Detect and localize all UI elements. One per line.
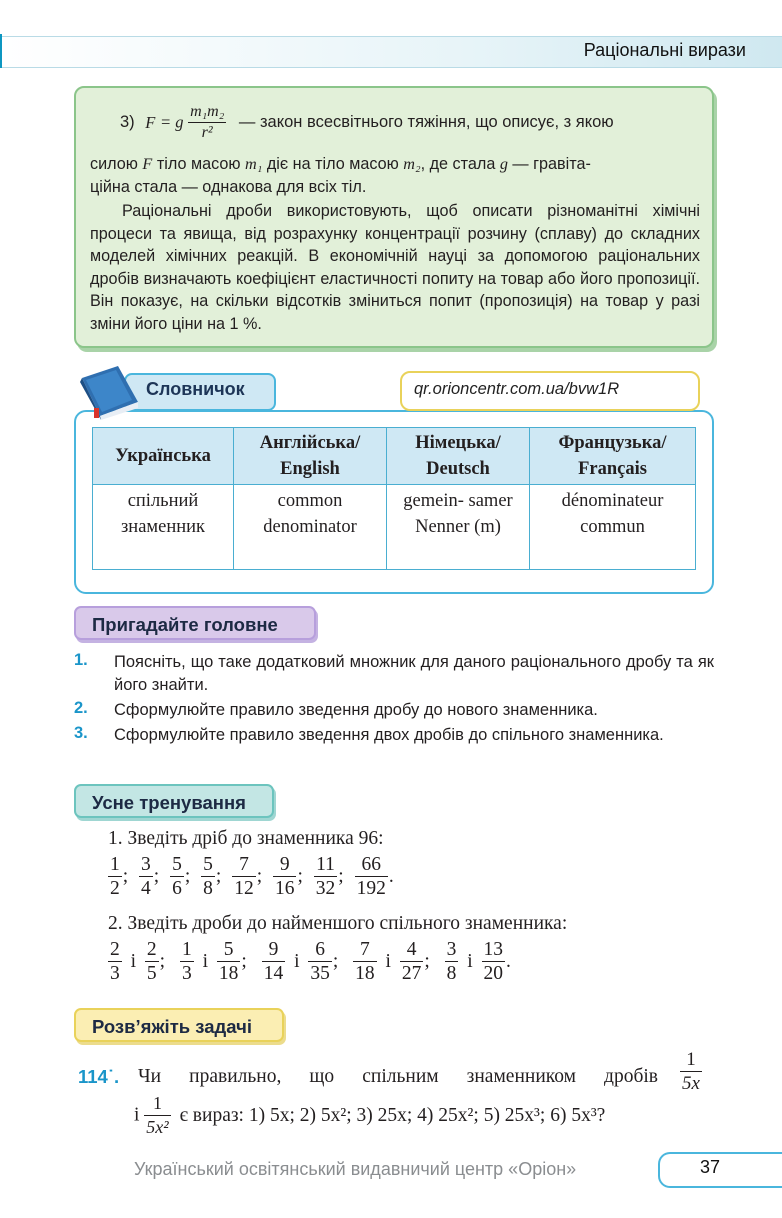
symbol-F: F: [142, 155, 153, 173]
glossary-header-row: [93, 428, 696, 485]
column-header: [234, 428, 387, 485]
conjunction: і: [130, 950, 137, 972]
question-number: 1.: [74, 651, 88, 669]
gravity-fraction: [188, 102, 226, 143]
text-span: силою: [90, 155, 138, 173]
table-row: [93, 485, 696, 570]
glossary-table: [92, 427, 696, 570]
denominator: 12: [234, 878, 254, 899]
denominator: 18: [218, 963, 239, 984]
fraction-numerator: m₁m₂: [188, 102, 226, 123]
conjunction: і: [385, 950, 391, 972]
numerator: 7: [232, 853, 256, 877]
separator: ;: [159, 950, 166, 972]
header-rule: [0, 34, 2, 68]
separator: .: [388, 865, 394, 887]
numerator: 1: [181, 939, 192, 960]
numerator: 9: [273, 853, 297, 877]
formula-line: [120, 102, 614, 143]
numerator: 66: [355, 853, 388, 877]
denominator: 6: [172, 878, 182, 899]
text-span: — гравіта-: [512, 155, 591, 173]
separator: ;: [122, 865, 129, 887]
denominator: 27: [401, 963, 422, 984]
gravity-line-2: [90, 153, 700, 176]
header-text: Німецька/ Deutsch: [415, 433, 501, 479]
cell-text: common denominator: [263, 491, 357, 537]
numerator: 9: [262, 938, 286, 962]
denominator: 20: [483, 963, 504, 984]
denominator: 35: [310, 963, 330, 984]
fraction: [308, 938, 332, 985]
numerator: 1: [110, 854, 120, 875]
separator: ;: [297, 865, 303, 887]
numerator: 2: [146, 939, 157, 960]
text-span: , де стала: [420, 155, 496, 173]
fraction: [139, 853, 153, 900]
rational-fractions-paragraph: Раціональні дроби використовують, щоб описати різноманітні хімічні процеси та явища, від розрахунку концентрації розчину (сплаву) до складних моделей хімічних реакцій. В економічній науці за допомогою раціональних дробів визначають коефіцієнт еластичності попиту на товар або його пропозиції. Він показує, на скільки відсотків зміниться попит (пропозиція) на товар у разі зміни його ціни на 1 %.: [90, 202, 700, 333]
denominator: 32: [315, 878, 336, 899]
denominator: 192: [356, 878, 386, 899]
text-span: тіло масою: [156, 155, 241, 173]
numerator: 13: [483, 939, 504, 960]
fraction: [262, 938, 286, 985]
fraction: [314, 853, 338, 900]
fraction-row-2: [108, 938, 517, 985]
fraction: [180, 938, 194, 985]
table-cell: [93, 485, 234, 570]
glossary-title: Словничок: [146, 379, 245, 399]
fraction-denominator: r²: [201, 124, 213, 141]
book-icon: [74, 364, 144, 420]
denominator: 3: [110, 963, 120, 984]
section-label-oral: Усне тренування: [74, 784, 274, 818]
problem-fraction-1: [680, 1048, 702, 1095]
header-text: Англійська/ English: [259, 433, 361, 479]
numerator: 5: [203, 854, 213, 875]
conjunction: і: [294, 950, 300, 972]
separator: ;: [153, 865, 160, 887]
separator: ;: [184, 865, 191, 887]
problem-fraction-2: [144, 1092, 170, 1139]
fraction: [445, 938, 459, 985]
denominator: 8: [446, 963, 457, 984]
denominator: 18: [355, 963, 375, 984]
fraction: [232, 853, 256, 900]
column-header: [387, 428, 530, 485]
denominator: 16: [274, 878, 295, 899]
formula-number: 3): [120, 113, 135, 131]
problem-number: 114˙.: [78, 1066, 120, 1087]
separator: ;: [332, 950, 339, 972]
separator: ;: [424, 950, 430, 972]
fraction-row-1: [108, 853, 400, 900]
numerator: 5: [172, 854, 182, 875]
numerator: 1: [144, 1092, 170, 1116]
gravity-line-3: ційна стала — однакова для всіх тіл.: [90, 178, 367, 196]
conjunction: і: [202, 950, 209, 972]
publisher-footer: Український освітянський видавничий центр «Оріон»: [134, 1159, 577, 1179]
numerator: 2: [110, 939, 120, 960]
problem-text: Чи правильно, що спільним знаменником дробів: [138, 1066, 658, 1087]
fraction: [217, 938, 241, 985]
table-cell: [387, 485, 530, 570]
numerator: 11: [314, 853, 338, 877]
separator: ;: [215, 865, 222, 887]
separator: .: [506, 950, 511, 972]
header-text: Французька/ Français: [558, 433, 667, 479]
denominator: 4: [141, 878, 151, 899]
symbol-m2: m₂: [403, 155, 421, 173]
fraction: [400, 938, 424, 985]
fraction: [273, 853, 297, 900]
cell-text: dénominateur commun: [561, 491, 664, 537]
numerator: 3: [446, 939, 457, 960]
fraction: [201, 853, 215, 900]
separator: ;: [256, 865, 263, 887]
question-number: 3.: [74, 724, 88, 742]
numerator: 4: [400, 938, 424, 962]
column-header: [530, 428, 696, 485]
fraction: [108, 938, 122, 985]
formula-eq: = g: [159, 112, 184, 132]
denominator: 3: [181, 963, 192, 984]
fraction: [145, 938, 159, 985]
fraction: [170, 853, 184, 900]
numerator: 3: [141, 854, 151, 875]
formula-F: F: [145, 112, 156, 132]
problem-line-2: [134, 1092, 605, 1139]
denominator: 5: [146, 963, 157, 984]
conjunction: і: [134, 1104, 140, 1126]
fraction: [482, 938, 506, 985]
table-cell: [234, 485, 387, 570]
page-number: 37: [700, 1157, 721, 1177]
separator: ;: [338, 865, 344, 887]
question-number: 2.: [74, 699, 88, 717]
symbol-m1: m₁: [245, 155, 263, 173]
section-label-solve: Розв’яжіть задачі: [74, 1008, 284, 1042]
denominator: 2: [110, 878, 120, 899]
numerator: 5: [217, 938, 241, 962]
fraction: [353, 938, 377, 985]
denominator: 5x²: [146, 1117, 169, 1137]
column-header: Українська: [93, 428, 234, 485]
denominator: 5x: [682, 1073, 700, 1094]
answer-options: є вираз: 1) 5x; 2) 5x²; 3) 25x; 4) 25x²; 5) 25x³; 6) 5x³?: [179, 1104, 606, 1126]
oral-task-1: 1. Зведіть дріб до знаменника 96:: [108, 828, 384, 849]
denominator: 14: [263, 963, 284, 984]
oral-task-2: 2. Зведіть дроби до найменшого спільного знаменника:: [108, 913, 568, 934]
conjunction: і: [467, 950, 473, 972]
cell-text: спільний знаменник: [120, 491, 206, 537]
symbol-g: g: [499, 155, 508, 173]
separator: ;: [241, 950, 247, 972]
fraction: [108, 853, 122, 900]
question-text: Сформулюйте правило зведення двох дробів до спільного знаменника.: [114, 726, 664, 744]
table-cell: [530, 485, 696, 570]
question-text: Поясніть, що таке додатковий множник для даного раціонального дробу та як його знайти.: [114, 653, 714, 694]
question-text: Сформулюйте правило зведення дробу до нового знаменника.: [114, 701, 598, 719]
section-label-remember: Пригадайте головне: [74, 606, 316, 640]
cell-text: gemein- samer Nenner (m): [403, 491, 513, 537]
formula-description: — закон всесвітнього тяжіння, що описує, з якою: [238, 113, 614, 131]
qr-link[interactable]: qr.orioncentr.com.ua/bvw1R: [414, 380, 620, 398]
running-header: Раціональні вирази: [583, 40, 746, 60]
text-span: діє на тіло масою: [266, 155, 399, 173]
numerator: 1: [680, 1048, 702, 1072]
numerator: 7: [353, 938, 377, 962]
numerator: 6: [308, 938, 332, 962]
fraction: [355, 853, 388, 900]
denominator: 8: [203, 878, 213, 899]
